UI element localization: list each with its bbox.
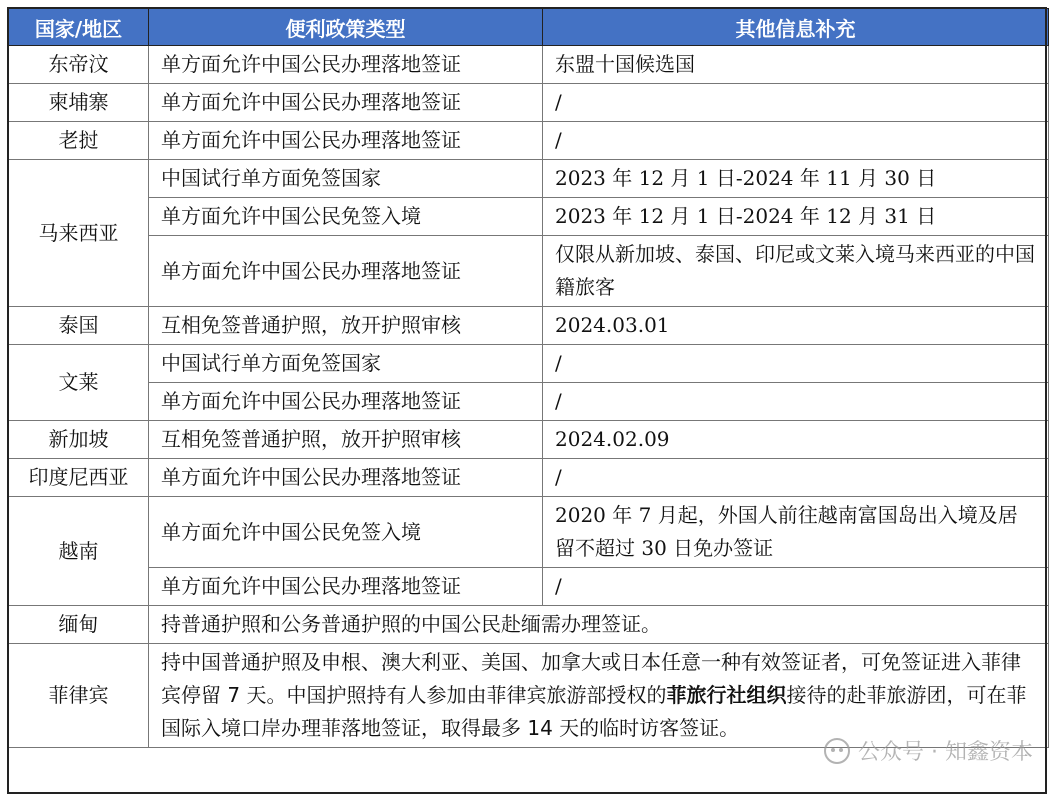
philippines-text-part2: 接待的赴菲旅游团，可在菲国际入境口岸办理菲落地签证，取得最多 14 天的临时访客签证。 [161, 683, 1027, 740]
header-row [9, 9, 1049, 46]
visa-policy-table [8, 8, 1049, 748]
wechat-icon [824, 738, 850, 764]
info-cell: / [543, 568, 1049, 606]
country-cell: 印度尼西亚 [9, 459, 149, 497]
info-cell: / [543, 345, 1049, 383]
info-cell: 2020 年 7 月起，外国人前往越南富国岛出入境及居留不超过 30 日免办签证 [543, 497, 1049, 568]
watermark [824, 735, 1033, 766]
merged-info-cell [149, 644, 1049, 748]
merged-info-cell: 持普通护照和公务普通护照的中国公民赴缅需办理签证。 [149, 606, 1049, 644]
info-cell: 2023 年 12 月 1 日-2024 年 12 月 31 日 [543, 198, 1049, 236]
policy-cell: 单方面允许中国公民办理落地签证 [149, 383, 543, 421]
table-row [9, 198, 1049, 236]
philippines-text-bold: 菲旅行社组织 [666, 683, 787, 707]
policy-cell: 单方面允许中国公民办理落地签证 [149, 46, 543, 84]
info-cell: / [543, 122, 1049, 160]
table-row [9, 160, 1049, 198]
header-country: 国家/地区 [9, 9, 149, 46]
header-other-info: 其他信息补充 [543, 9, 1049, 46]
policy-cell: 单方面允许中国公民免签入境 [149, 497, 543, 568]
philippines-text-part1: 持中国普通护照及申根、澳大利亚、美国、加拿大或日本任意一种有效签证者，可免签证进入菲律宾停留 7 天。中国护照持有人参加由菲律宾旅游部授权的 [161, 650, 1021, 707]
policy-cell: 中国试行单方面免签国家 [149, 160, 543, 198]
country-cell: 越南 [9, 497, 149, 606]
table-row [9, 568, 1049, 606]
info-cell: / [543, 84, 1049, 122]
country-cell: 柬埔寨 [9, 84, 149, 122]
info-cell: / [543, 383, 1049, 421]
info-cell: 2024.03.01 [543, 307, 1049, 345]
table-row [9, 644, 1049, 748]
policy-cell: 互相免签普通护照，放开护照审核 [149, 307, 543, 345]
watermark-text: 公众号 · 知鑫资本 [858, 740, 1033, 765]
country-cell: 泰国 [9, 307, 149, 345]
table-row [9, 421, 1049, 459]
country-cell: 东帝汶 [9, 46, 149, 84]
country-cell: 菲律宾 [9, 644, 149, 748]
policy-cell: 单方面允许中国公民办理落地签证 [149, 459, 543, 497]
table-row [9, 84, 1049, 122]
table-row [9, 383, 1049, 421]
table-row [9, 122, 1049, 160]
policy-cell: 互相免签普通护照，放开护照审核 [149, 421, 543, 459]
policy-cell: 单方面允许中国公民办理落地签证 [149, 236, 543, 307]
info-cell: 2024.02.09 [543, 421, 1049, 459]
policy-cell: 单方面允许中国公民办理落地签证 [149, 122, 543, 160]
info-cell: / [543, 459, 1049, 497]
country-cell: 马来西亚 [9, 160, 149, 307]
table-row [9, 497, 1049, 568]
policy-cell: 单方面允许中国公民办理落地签证 [149, 84, 543, 122]
table-row [9, 236, 1049, 307]
table-row [9, 307, 1049, 345]
country-cell: 新加坡 [9, 421, 149, 459]
country-cell: 文莱 [9, 345, 149, 421]
table-row [9, 459, 1049, 497]
table-row [9, 345, 1049, 383]
info-cell: 东盟十国候选国 [543, 46, 1049, 84]
policy-cell: 单方面允许中国公民办理落地签证 [149, 568, 543, 606]
policy-cell: 中国试行单方面免签国家 [149, 345, 543, 383]
country-cell: 老挝 [9, 122, 149, 160]
table-row [9, 606, 1049, 644]
header-policy-type: 便利政策类型 [149, 9, 543, 46]
country-cell: 缅甸 [9, 606, 149, 644]
table-row [9, 46, 1049, 84]
info-cell: 仅限从新加坡、泰国、印尼或文莱入境马来西亚的中国籍旅客 [543, 236, 1049, 307]
info-cell: 2023 年 12 月 1 日-2024 年 11 月 30 日 [543, 160, 1049, 198]
policy-cell: 单方面允许中国公民免签入境 [149, 198, 543, 236]
